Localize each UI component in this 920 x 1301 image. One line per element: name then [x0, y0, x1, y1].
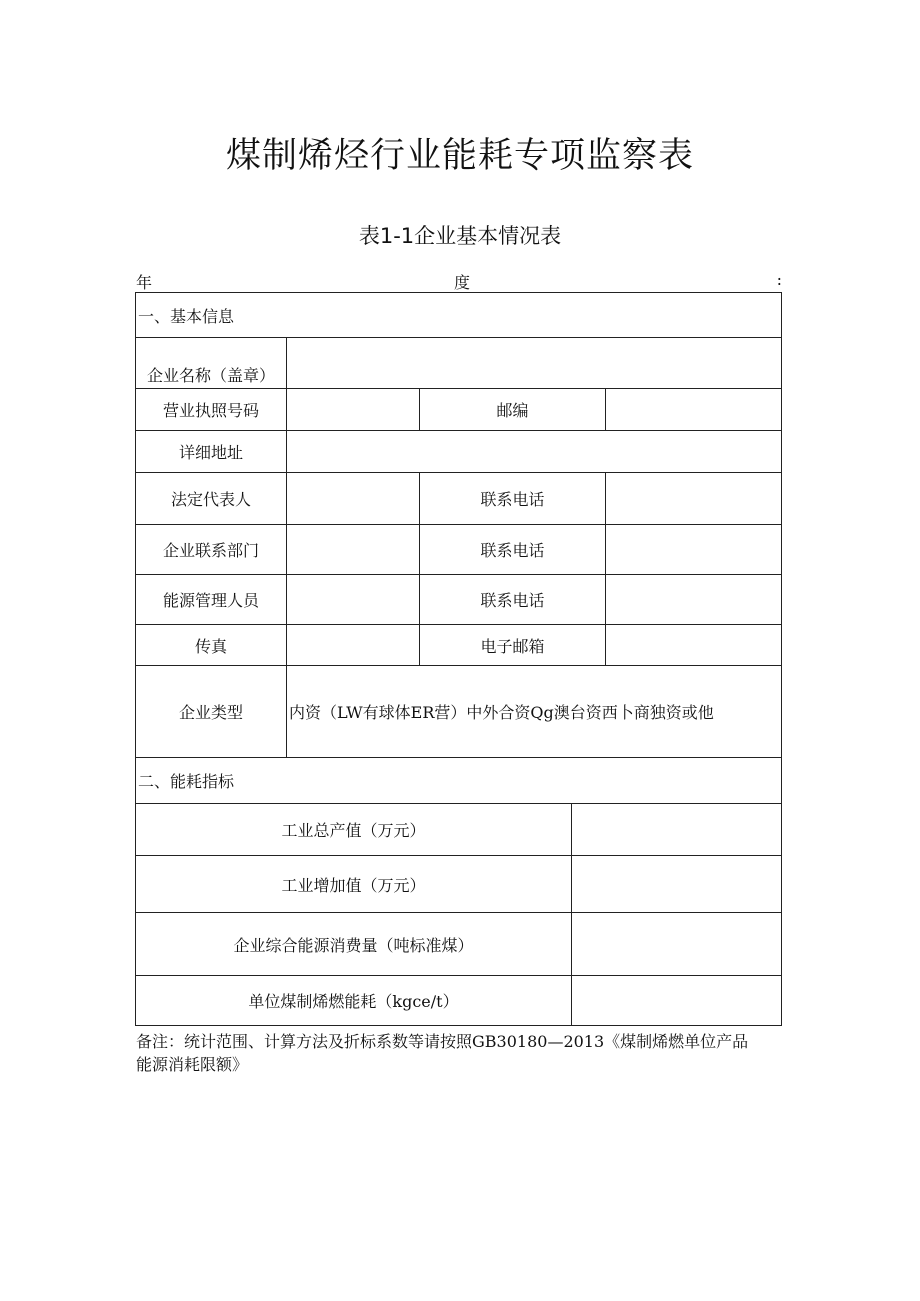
page-title: 煤制烯烃行业能耗专项监察表 — [225, 136, 694, 176]
contact-dept-field[interactable] — [287, 525, 419, 574]
contact-dept-phone-label: 联系电话 — [480, 541, 545, 560]
footnote — [136, 1030, 784, 1076]
energy-consumption-field[interactable] — [572, 913, 781, 975]
industrial-output-label: 工业总产值（万元） — [281, 821, 426, 840]
email-label: 电子邮箱 — [480, 636, 545, 656]
address-label: 详细地址 — [178, 443, 243, 462]
energy-manager-label: 能源管理人员 — [162, 591, 259, 610]
energy-manager-field[interactable] — [287, 575, 419, 624]
legal-rep-field[interactable] — [287, 473, 419, 524]
unit-energy-consumption-field[interactable] — [572, 976, 781, 1025]
energy-manager-phone-field[interactable] — [606, 575, 781, 624]
energy-manager-phone-label: 联系电话 — [480, 591, 545, 610]
footnote-line-1: 备注：统计范围、计算方法及折标系数等请按照GB30180—2013《煤制烯燃单位产品 — [136, 1032, 749, 1051]
industrial-added-value-field[interactable] — [572, 856, 781, 912]
table-subtitle: 表1-1企业基本情况表 — [358, 224, 562, 248]
year-label-du: 度 — [454, 273, 471, 292]
fax-field[interactable] — [287, 625, 419, 665]
section-energy-heading: 二、能耗指标 — [138, 772, 235, 791]
license-field[interactable] — [287, 389, 419, 430]
fax-label: 传真 — [194, 636, 227, 656]
industrial-output-field[interactable] — [572, 804, 781, 855]
year-label-colon: : — [776, 270, 782, 289]
legal-rep-phone-label: 联系电话 — [480, 490, 545, 509]
unit-energy-consumption-label: 单位煤制烯燃能耗（kgce∕t） — [248, 992, 459, 1011]
company-name-label: 企业名称（盖章） — [146, 366, 275, 385]
company-name-field[interactable] — [287, 338, 781, 388]
company-type-options[interactable]: 内资（LW有球体ER营）中外合资Qg澳台资西卜商独资或他 — [289, 703, 714, 722]
postcode-label: 邮编 — [496, 401, 529, 420]
postcode-field[interactable] — [606, 389, 781, 430]
contact-dept-label: 企业联系部门 — [162, 541, 259, 560]
year-row — [136, 270, 782, 292]
legal-rep-label: 法定代表人 — [170, 490, 251, 509]
industrial-added-value-label: 工业增加值（万元） — [281, 875, 426, 895]
license-label: 营业执照号码 — [162, 401, 259, 420]
year-label-nian: 年 — [136, 273, 153, 292]
section-basic-info-heading: 一、基本信息 — [138, 306, 235, 326]
address-field[interactable] — [287, 431, 781, 472]
contact-dept-phone-field[interactable] — [606, 525, 781, 574]
company-type-label: 企业类型 — [178, 703, 243, 722]
footnote-line-2: 能源消耗限额》 — [136, 1055, 249, 1074]
legal-rep-phone-field[interactable] — [606, 473, 781, 524]
info-table — [135, 292, 782, 1026]
energy-consumption-label: 企业综合能源消费量（吨标准煤） — [233, 935, 474, 955]
email-field[interactable] — [606, 625, 781, 665]
